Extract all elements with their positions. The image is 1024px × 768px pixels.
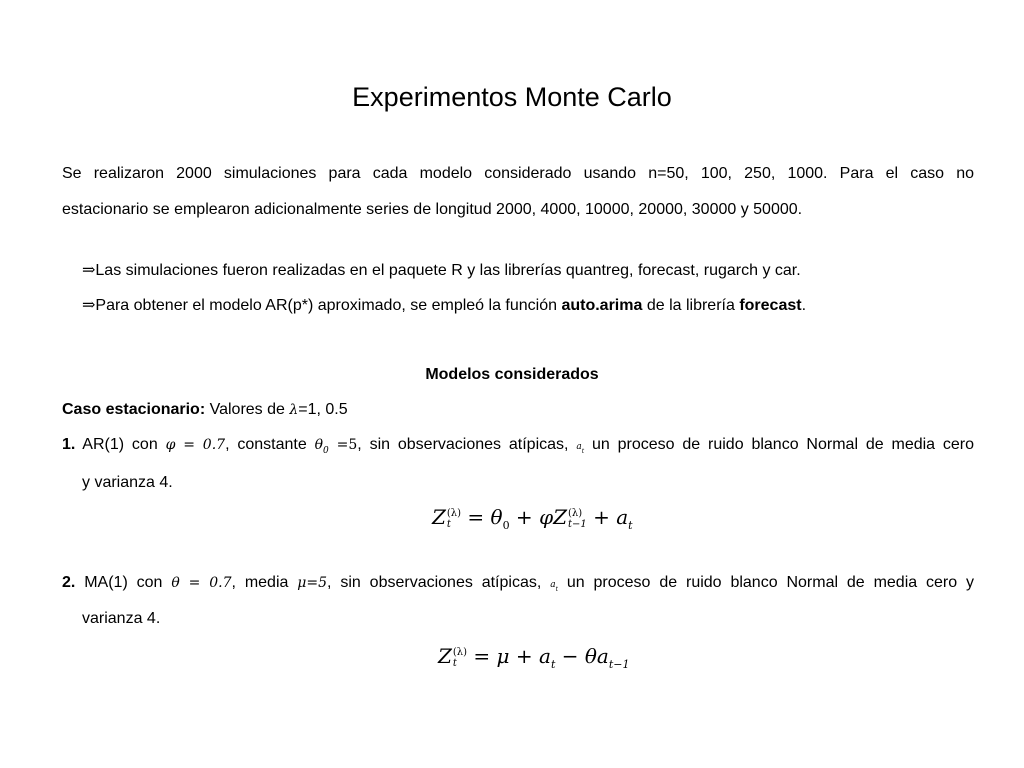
eq1-t1-sub: t−1 — [567, 518, 587, 530]
eq1-theta: θ — [490, 505, 503, 529]
bullet-item-1-text: Las simulaciones fueron realizadas en el paquete R y las librerías quantreg, forecast, rugarch y car. — [95, 262, 801, 279]
model-2-text: un proceso de ruido blanco Normal de media cero y — [557, 574, 975, 591]
implies-arrow-icon: ⇒ — [82, 260, 96, 279]
model-1-text: un proceso de ruido blanco Normal de media cero — [584, 436, 975, 453]
eq2-minus: − — [555, 644, 585, 668]
theta-value: =5 — [328, 437, 358, 453]
function-name: auto.arima — [561, 297, 643, 314]
noise-subscript: t — [581, 448, 585, 456]
case-label: Caso estacionario: — [62, 401, 206, 418]
eq1-z: Z — [432, 505, 446, 529]
noise-symbol: a — [550, 580, 556, 590]
eq1-plus: + — [509, 505, 540, 529]
case-line — [62, 400, 974, 420]
model-1-text: , constante — [225, 436, 315, 453]
theta-equation: θ = 0.7 — [171, 575, 232, 591]
eq2-a: a — [539, 644, 551, 668]
intro-line-2: estacionario se emplearon adicionalmente series de longitud 2000, 4000, 10000, 20000, 30000 y 50000. — [62, 201, 803, 218]
eq2-plus: + — [509, 644, 540, 668]
model-1-text: AR(1) con — [75, 436, 166, 453]
bullet-item-2-middle: de la librería — [642, 297, 740, 314]
model-2-number: 2. — [62, 574, 76, 591]
models-heading: Modelos considerados — [425, 366, 599, 383]
bullet-item-2-suffix: . — [801, 297, 807, 314]
case-text-after: =1, 0.5 — [298, 401, 348, 418]
eq2-t-sub: t — [550, 658, 556, 671]
theta-symbol: θ — [314, 437, 324, 453]
case-text-before: Valores de — [205, 401, 290, 418]
eq2-theta: θ — [584, 644, 597, 668]
eq2-z-indices — [453, 647, 467, 669]
noise-subscript: t — [555, 586, 558, 594]
model-1-line-2: y varianza 4. — [82, 474, 173, 491]
eq2-a2: a — [596, 644, 609, 668]
eq2-equals: = — [467, 644, 497, 668]
lambda-symbol: λ — [289, 402, 299, 418]
eq2-t1-sub: t−1 — [608, 658, 630, 671]
bullet-item-2-prefix: Para obtener el modelo AR(p*) aproximado, se empleó la función — [95, 297, 562, 314]
eq1-phi: φ — [539, 505, 554, 529]
eq1-lambda-sup: (λ) — [567, 507, 583, 519]
eq2-lambda-sup: (λ) — [452, 646, 468, 658]
library-name: forecast — [739, 297, 802, 314]
phi-equation: φ = 0.7 — [165, 437, 226, 453]
eq1-a: a — [616, 505, 629, 529]
eq1-z-indices — [447, 508, 461, 530]
model-2-text: , sin observaciones atípicas, — [327, 574, 551, 591]
eq1-z2: Z — [553, 505, 567, 529]
implies-arrow-icon: ⇒ — [82, 295, 96, 314]
equation-ma1 — [438, 643, 629, 678]
equation-ar1 — [432, 504, 633, 539]
theta-subscript: 0 — [323, 446, 329, 457]
noise-symbol: a — [576, 442, 582, 452]
eq1-plus: + — [586, 505, 617, 529]
eq2-z: Z — [438, 644, 452, 668]
model-2-text: , media — [231, 574, 298, 591]
eq2-mu: μ — [496, 644, 510, 668]
model-1-number: 1. — [62, 436, 76, 453]
model-2-line-1 — [62, 573, 974, 599]
bullet-item-1 — [82, 260, 974, 280]
model-1-text: , sin observaciones atípicas, — [357, 436, 577, 453]
eq1-zero-sub: 0 — [502, 519, 510, 532]
intro-line-1: Se realizaron 2000 simulaciones para cada modelo considerado usando n=50, 100, 250, 1000. Para el caso no — [62, 165, 974, 182]
mu-equation: μ=5 — [297, 575, 328, 591]
page-title: Experimentos Monte Carlo — [352, 82, 672, 112]
eq2-t-sub: t — [452, 657, 457, 669]
eq1-equals: = — [461, 505, 491, 529]
model-2-text: MA(1) con — [75, 574, 172, 591]
eq1-t-sub: t — [446, 518, 451, 530]
eq1-z2-indices — [568, 508, 587, 530]
eq1-lambda-sup: (λ) — [446, 507, 462, 519]
eq1-t-sub: t — [628, 519, 633, 532]
model-2-line-2: varianza 4. — [82, 610, 161, 627]
model-1-line-1 — [62, 435, 974, 461]
bullet-item-2 — [82, 295, 974, 315]
